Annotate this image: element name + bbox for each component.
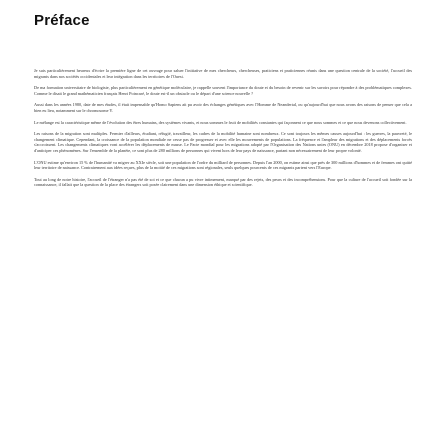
page-title: Préface [34,12,90,29]
paragraph: Tout au long de notre histoire, l'accueil de l'étranger n'a pas été de soi et ce que chacun a pu vivre intimement, marqué par des rejets, des peurs et des incompréhensions. Pour que la culture de l'accueil soit fondée sur la connaissance, il fallait que la question de la place des étrangers soit posée clairement dans une dimension éthique et scientifique. [34,176,412,188]
paragraph: Aussi dans les années 1980, date de mes études, il était impensable qu'Homo Sapiens ait pu avoir des échanges génétiques avec l'Homme de Neandertal, ou qu'aujourd'hui que nous avons des raisons de penser que cela a bien eu lieu, notamment sur le chromosome Y. [34,102,412,113]
paragraph: L'ONU estime qu'environ 15 % de l'humanité va migrer au XXIe siècle, soit une population de l'ordre du milliard de personnes. Depuis l'an 2000, on estime ainsi que près de 300 millions d'hommes et de femmes ont quitté leur territoire de naissance. Contrairement aux idées reçues, plus de la moitié de ces migrations sont régionales, seuls quelques pourcents de ces migrants partent vers l'Europe. [34,159,412,171]
preface-body [34,68,412,194]
paragraph: Le mélange est la caractéristique même de l'évolution des êtres humains, des systèmes vivants, et nous sommes le fruit de mobilités constantes qui façonnent ce que nous sommes et ce que nous devenons collectivement. [34,119,407,125]
paragraph: Les raisons de la migration sont multiples. Fermier d'ailleurs, étudiant, réfugié, travailleur, les cadres de la mobilité humaine sont nombreux. Ce sont toujours les mêmes causes aujourd'hui : les guerres, la pauvreté, le changement climatique. Cependant, la croissance de la population mondiale ne cesse pas de progresser et avec elle les mouvements de populations. La fréquence et l'ampleur des migrations et des déplacements forcés s'accroissent. Les changements climatiques vont accélérer les déplacements de masse. Le Pacte mondial pour les migrations adopté par l'Organisation des Nations unies (ONU) en décembre 2018 propose d'organiser et d'anticiper ces phénomènes. Sur l'ensemble de la planète, ce sont plus de 280 millions de personnes qui vivent hors de leur pays de naissance, partant non nécessairement de leur propre volonté. [34,131,412,153]
paragraph: Je suis particulièrement heureux d'écrire la première ligne de cet ouvrage pour saluer l'initiative de mes chercheurs, chercheuses, praticiens et praticiennes réunis dans une question centrale de la société, l'accueil des migrants dans nos sociétés occidentales et leur intégration dans les territoires de l'Ouest. [34,68,412,79]
paragraph: De ma formation universitaire de biologiste, plus particulièrement en génétique moléculaire, je rappelle souvent l'importance du doute et du besoin de revenir sur les savoirs pour répondre à des problématiques complexes. Comme le disait le grand mathématicien français Henri Poincaré, le doute est-il un obstacle ou le départ d'une science nouvelle ? [34,85,412,96]
